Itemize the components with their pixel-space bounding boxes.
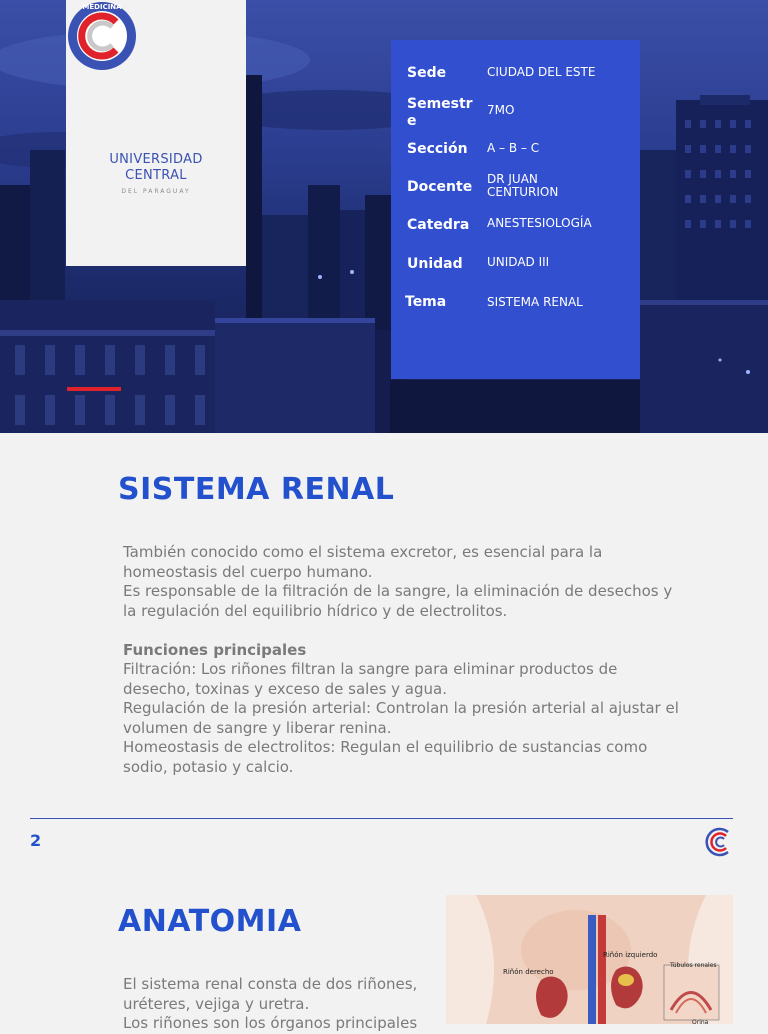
label-left-kidney: Riñón izquierdo — [603, 951, 658, 959]
info-key: Catedra — [407, 217, 470, 233]
university-small-logo-icon — [705, 827, 733, 857]
info-key: Sección — [407, 141, 468, 157]
university-name-line2: CENTRAL — [125, 168, 187, 183]
info-value: ANESTESIOLOGÍA — [487, 216, 592, 230]
info-value: 7MO — [487, 103, 515, 117]
page-divider — [30, 818, 733, 819]
red-accent-bar — [67, 387, 121, 391]
hero-banner — [0, 0, 768, 433]
sistema-renal-body — [123, 543, 683, 777]
anatomia-body — [123, 975, 443, 1034]
kidney-illustration — [446, 895, 733, 1024]
university-name-line1: UNIVERSIDAD — [109, 152, 203, 167]
university-subtitle: DEL PARAGUAY — [121, 188, 191, 195]
functions-heading: Funciones principales — [123, 640, 307, 659]
function-item: Filtración: Los riñones filtran la sangre para eliminar productos de desecho, toxinas y exceso de sales y agua. — [123, 660, 618, 698]
info-value: A – B – C — [487, 141, 540, 155]
university-logo-card — [66, 0, 246, 266]
info-key: Docente — [407, 179, 473, 195]
info-value: DR JUAN CENTURION — [487, 172, 559, 199]
label-other: Orina — [692, 1019, 709, 1024]
label-right-kidney: Riñón derecho — [503, 968, 554, 976]
label-tubules: Túbulos renales — [670, 962, 717, 969]
function-item: Homeostasis de electrolitos: Regulan el equilibrio de sustancias como sodio, potasio y calcio. — [123, 738, 648, 776]
page-number: 2 — [30, 831, 42, 850]
function-item: Regulación de la presión arterial: Controlan la presión arterial al ajustar el volumen de sangre y liberar renina. — [123, 699, 679, 737]
kidney-anatomy-image — [446, 895, 733, 1024]
intro-paragraph-1: También conocido como el sistema excretor, es esencial para la homeostasis del cuerpo humano. — [123, 543, 603, 581]
info-key: Sede — [407, 65, 447, 81]
logo-ring-text: MEDICINA — [82, 3, 122, 11]
info-value: SISTEMA RENAL — [487, 295, 583, 309]
info-value: CIUDAD DEL ESTE — [487, 65, 596, 79]
info-value: UNIDAD III — [487, 255, 550, 269]
info-key: Semestre — [407, 96, 473, 129]
info-key: Tema — [405, 294, 447, 310]
intro-paragraph-2: Es responsable de la filtración de la sangre, la eliminación de desechos y la regulación del equilibrio hídrico y de electrolitos. — [123, 582, 673, 620]
university-logo-icon — [66, 0, 138, 72]
anatomia-paragraph-2: Los riñones son los órganos principales — [123, 1014, 418, 1032]
info-key: Unidad — [407, 256, 463, 272]
course-info-box — [391, 40, 640, 379]
university-name — [66, 152, 246, 184]
anatomia-paragraph-1: El sistema renal consta de dos riñones, uréteres, vejiga y uretra. — [123, 975, 418, 1013]
section-title-anatomia: ANATOMIA — [118, 904, 302, 939]
section-title-sistema-renal: SISTEMA RENAL — [118, 472, 395, 507]
